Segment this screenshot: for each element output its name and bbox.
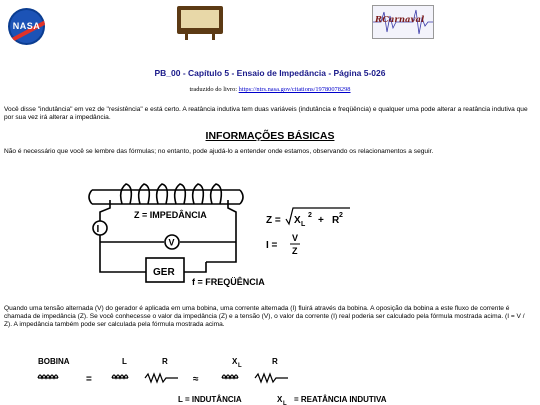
resistance-symbol-2: R — [272, 357, 278, 366]
reactance-legend-subscript: L — [283, 401, 287, 405]
resistance-symbol-1: R — [162, 357, 168, 366]
chalkboard-leg — [212, 34, 215, 40]
generator-label: GER — [153, 267, 175, 278]
formula-z-label: Z = — [266, 215, 281, 226]
inductance-legend: L = INDUTÂNCIA — [178, 395, 242, 404]
frequency-label: f = FREQÜÊNCIA — [192, 277, 265, 287]
circuit-diagram — [0, 172, 540, 300]
reactance-legend-text: = REATÂNCIA INDUTIVA — [294, 395, 387, 404]
formula-xl: X — [294, 215, 301, 226]
section-heading: INFORMAÇÕES BÁSICAS — [205, 130, 335, 142]
impedance-label: Z = IMPEDÂNCIA — [134, 210, 207, 220]
chalkboard-icon[interactable] — [177, 6, 223, 34]
inductance-symbol-1: L — [122, 357, 127, 366]
formula-plus: + — [318, 215, 324, 226]
translation-prefix: traduzido do livro: — [189, 86, 238, 93]
intro-paragraph: Você disse "indutância" em vez de "resistência" e está certo. A reatância indutiva tem duas variáveis (indutância e freqüência) e qualquer uma pode alterar a reatância indutiva que por sua vez irá alterar a impedância. — [4, 106, 528, 121]
fraction-denominator: Z — [292, 246, 298, 256]
nasa-logo-text: NASA — [12, 21, 41, 31]
basic-paragraph: Não é necessário que você se lembre das fórmulas; no entanto, pode ajudá-lo a entender onde estamos, observando os relacionamentos a seguir. — [4, 148, 434, 155]
formula-r: R — [332, 215, 340, 226]
voltage-symbol: V — [168, 237, 175, 248]
formula-xl-sub: L — [301, 221, 306, 228]
chalkboard-surface — [181, 10, 219, 28]
rcarnaval-logo-text: RCarnaval — [375, 15, 425, 25]
translation-note — [0, 86, 540, 93]
approx-sign: ≈ — [193, 374, 199, 385]
fraction-numerator: V — [292, 233, 299, 243]
explanation-paragraph: Quando uma tensão alternada (V) do gerador é aplicada em uma bobina, uma corrente alternada (I) fluirá através da bobina. A oposição da bobina a este fluxo de corrente é chamada de impedância (Z). Se você conhecesse o valor da impedância (Z) e a tensão (V), o valor da corrente (I) real poderia ser calculado pela fórmula mostrada acima. (I = V / Z). A impedância também pode ser calculada pela fórmula mostrada acima. — [4, 305, 525, 328]
rcarnaval-logo[interactable] — [372, 5, 434, 39]
equivalence-diagram — [0, 350, 540, 405]
chalkboard-leg — [185, 34, 188, 40]
current-symbol: I — [96, 224, 100, 235]
nasa-logo[interactable] — [8, 8, 45, 45]
coil-label: BOBINA — [38, 357, 70, 366]
page-title: PB_00 - Capítulo 5 - Ensaio de Impedância - Página 5-026 — [154, 68, 386, 78]
formula-xl-sq: 2 — [308, 212, 312, 219]
equals-sign: = — [86, 374, 92, 385]
reactance-subscript: L — [238, 363, 242, 369]
reactance-symbol: X — [232, 357, 238, 366]
formula-r-sq: 2 — [339, 212, 343, 219]
source-link[interactable]: https://ntrs.nasa.gov/citations/19780078298 — [238, 86, 351, 93]
formula-i-label: I = — [266, 240, 278, 251]
reactance-legend-symbol: X — [277, 395, 283, 404]
